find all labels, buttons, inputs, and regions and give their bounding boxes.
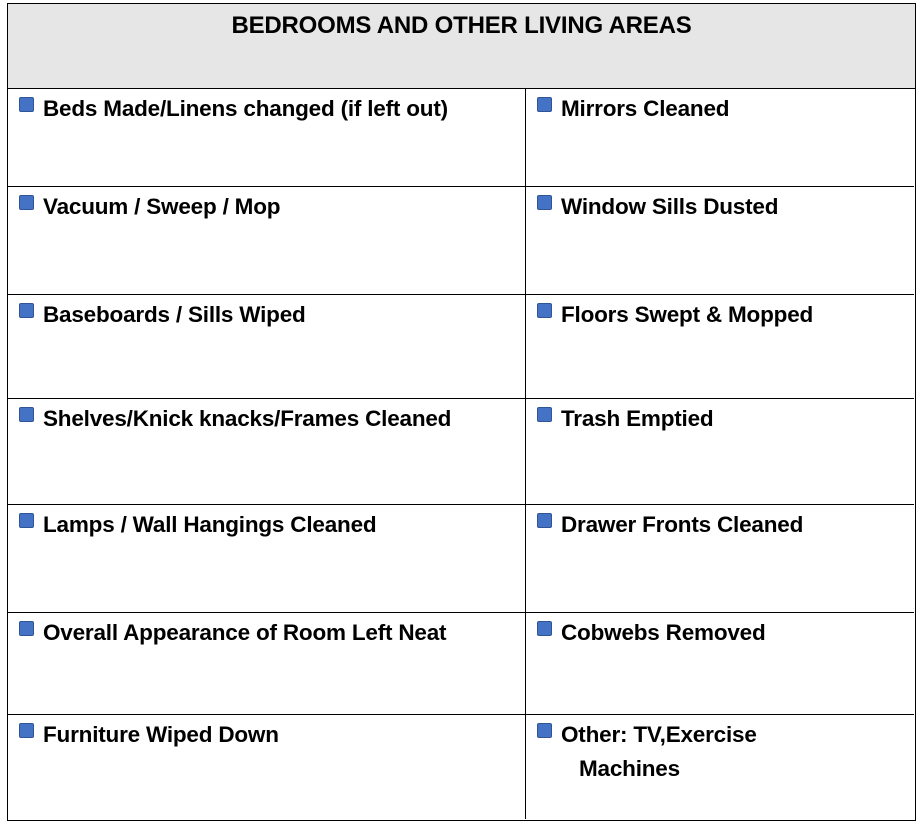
checklist-grid: [8, 89, 915, 819]
checkbox-icon[interactable]: [19, 723, 34, 738]
header-title: BEDROOMS AND OTHER LIVING AREAS: [231, 12, 692, 39]
checkbox-icon[interactable]: [19, 303, 34, 318]
item-label: Mirrors Cleaned: [561, 96, 730, 121]
item-label: Furniture Wiped Down: [43, 722, 279, 747]
checkbox-icon[interactable]: [19, 621, 34, 636]
checkbox-icon[interactable]: [19, 97, 34, 112]
checkbox-icon[interactable]: [537, 723, 552, 738]
item-label: Cobwebs Removed: [561, 620, 766, 645]
checkbox-icon[interactable]: [19, 195, 34, 210]
item-label: Baseboards / Sills Wiped: [43, 302, 306, 327]
checkbox-icon[interactable]: [537, 303, 552, 318]
checklist-item: [8, 505, 526, 613]
checkbox-icon[interactable]: [537, 513, 552, 528]
item-label: Floors Swept & Mopped: [561, 302, 814, 327]
checkbox-icon[interactable]: [537, 97, 552, 112]
item-label: Beds Made/Linens changed (if left out): [43, 96, 448, 121]
checklist-item: [526, 187, 914, 295]
checkbox-icon[interactable]: [19, 407, 34, 422]
checklist-item: [526, 399, 914, 505]
checklist-table: [7, 3, 916, 821]
checkbox-icon[interactable]: [19, 513, 34, 528]
checkbox-icon[interactable]: [537, 195, 552, 210]
item-label: Lamps / Wall Hangings Cleaned: [43, 512, 377, 537]
item-label-line2: Machines: [579, 756, 680, 781]
checklist-item: [526, 295, 914, 399]
item-label: Drawer Fronts Cleaned: [561, 512, 804, 537]
checklist-item: [8, 613, 526, 715]
item-label: Vacuum / Sweep / Mop: [43, 194, 281, 219]
checklist-item: [8, 89, 526, 187]
checklist-item: [8, 715, 526, 819]
checklist-item: [526, 505, 914, 613]
item-label: Overall Appearance of Room Left Neat: [43, 620, 447, 645]
checkbox-icon[interactable]: [537, 407, 552, 422]
item-label: Trash Emptied: [561, 406, 714, 431]
checklist-item: [8, 295, 526, 399]
checklist-item: [526, 715, 914, 819]
checklist-item: [8, 187, 526, 295]
checklist-item: [8, 399, 526, 505]
checkbox-icon[interactable]: [537, 621, 552, 636]
item-label: Window Sills Dusted: [561, 194, 779, 219]
item-label: Shelves/Knick knacks/Frames Cleaned: [43, 406, 452, 431]
item-label: [561, 718, 904, 786]
checklist-item: [526, 613, 914, 715]
checklist-item: [526, 89, 914, 187]
item-label-line1: Other: TV,Exercise: [561, 722, 757, 747]
table-header: [8, 4, 915, 89]
